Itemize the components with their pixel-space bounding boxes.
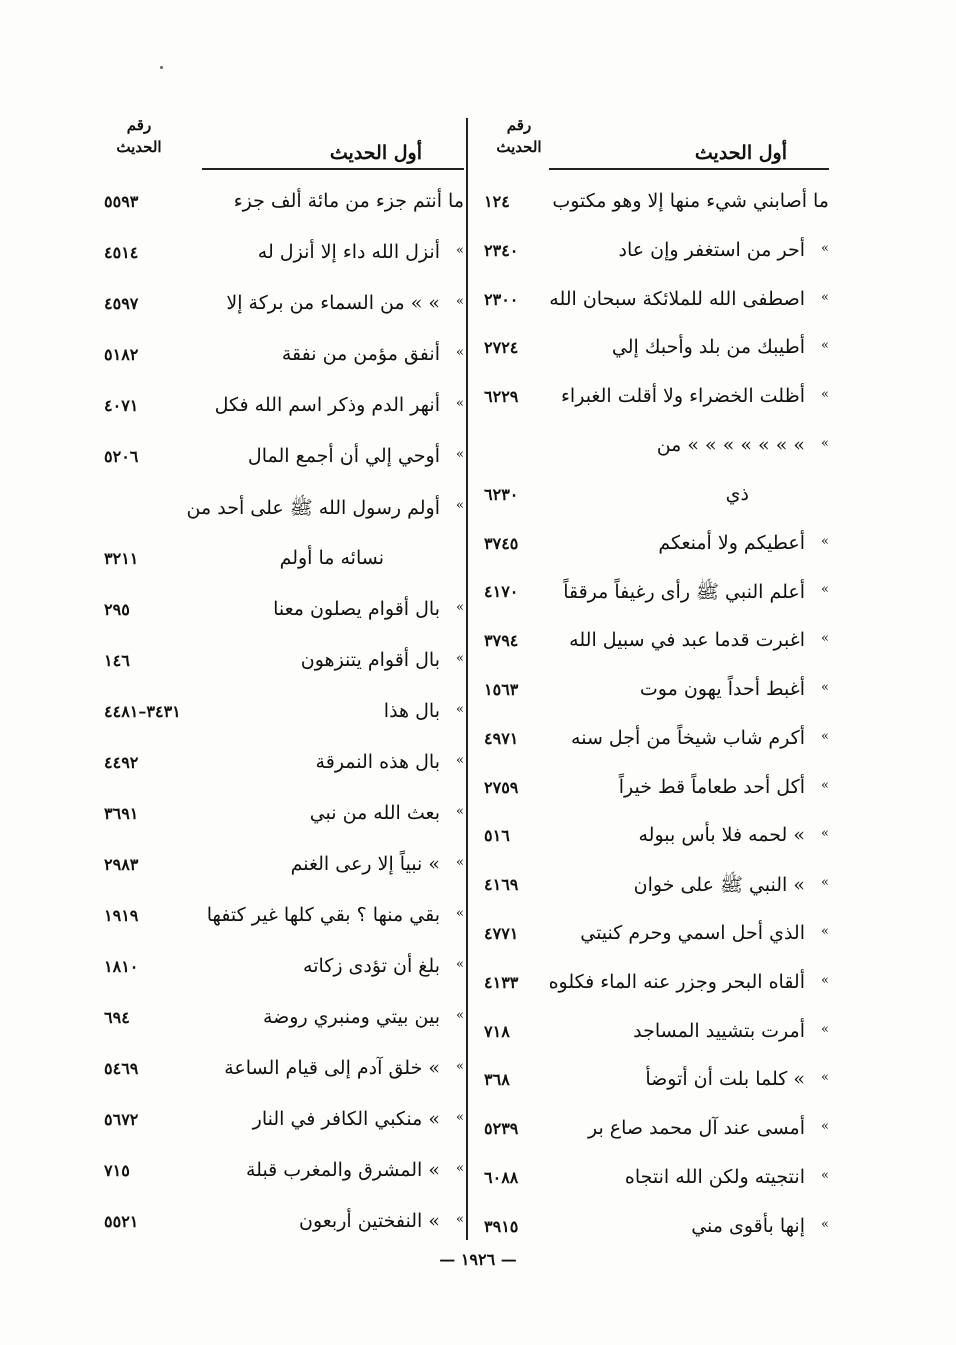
ditto-mark: »: [821, 1021, 829, 1037]
ditto-mark: »: [821, 777, 829, 793]
hadith-number: ٢٧٢٤: [484, 338, 519, 358]
hadith-number: ٥٢٠٦: [104, 447, 139, 466]
ditto-mark: »: [456, 294, 464, 309]
hadith-number: ٦٩٤: [104, 1008, 130, 1027]
entry-text: ما أصابني شيء منها إلا وهو مكتوب: [552, 190, 829, 212]
index-entry: [484, 916, 829, 956]
hadith-number: ١٩١٩: [104, 906, 139, 925]
speck: [160, 66, 163, 69]
index-entry: [484, 721, 829, 761]
ditto-mark: »: [821, 387, 829, 403]
entry-text: أوحي إلي أن أجمع المال: [247, 445, 440, 467]
ditto-mark: »: [821, 289, 829, 305]
ditto-mark: »: [456, 702, 464, 717]
index-entry: [104, 184, 464, 224]
ditto-mark: »: [456, 957, 464, 972]
entry-text: » النبي ﷺ على خوان: [633, 874, 805, 897]
ditto-mark: »: [456, 1059, 464, 1074]
hadith-number: ٧١٨: [484, 1021, 510, 1041]
hadith-number: ٤٧٧١: [484, 924, 519, 943]
hadith-number: ٥١٨٢: [104, 345, 139, 364]
ditto-mark: »: [456, 906, 464, 921]
index-entry: [484, 1160, 829, 1200]
entry-text: أنفق مؤمن من نفقة: [281, 343, 440, 365]
left-column-header: [104, 110, 464, 188]
index-entry: [104, 1051, 464, 1091]
index-entry: [104, 286, 464, 326]
right-column: [484, 110, 829, 1237]
entry-text: نسائه ما أولم: [279, 547, 384, 569]
hadith-number: ٣٦٩١: [104, 804, 139, 823]
ditto-mark: »: [821, 875, 829, 891]
hadith-number: ١٤٦: [104, 651, 130, 670]
entry-text: أظلت الخضراء ولا أقلت الغبراء: [561, 385, 805, 408]
index-entry: [484, 574, 829, 614]
ditto-mark: »: [821, 1216, 829, 1232]
hadith-number: ٤٥١٤: [104, 243, 139, 262]
hadith-number: ٢٣٠٠: [484, 289, 519, 309]
index-entry: [484, 1014, 829, 1054]
page-number: — ١٩٢٦ —: [439, 1250, 517, 1269]
hadith-number: ٣٧٤٥: [484, 533, 519, 553]
index-entry: [484, 184, 829, 224]
entry-text: أولم رسول الله ﷺ على أحد من: [186, 497, 440, 519]
entry-text: أعلم النبي ﷺ رأى رغيفاً مرققاً: [563, 581, 805, 604]
entry-text: أنزل الله داء إلا أنزل له: [257, 241, 440, 263]
index-entry: [104, 439, 464, 479]
entry-text: أمسى عند آل محمد صاع بر: [588, 1117, 805, 1140]
entry-text: أمرت بتشييد المساجد: [633, 1019, 805, 1042]
ditto-mark: »: [821, 338, 829, 354]
index-entry: [104, 1102, 464, 1142]
ditto-mark: »: [821, 240, 829, 256]
ditto-mark: »: [456, 447, 464, 462]
hadith-number: ٦٢٢٩: [484, 387, 519, 407]
ditto-mark: »: [456, 1008, 464, 1023]
index-entry: [484, 330, 829, 370]
ditto-mark: »: [456, 1161, 464, 1176]
entry-text: انتجيته ولكن الله انتجاه: [624, 1166, 805, 1188]
entry-text: » منكبي الكافر في النار: [252, 1108, 440, 1130]
hadith-number: ٣٢١١: [104, 549, 139, 568]
hadith-number: ٢٧٥٩: [484, 777, 519, 797]
column-divider: [466, 118, 468, 1240]
ditto-mark: »: [456, 396, 464, 411]
entry-text: » المشرق والمغرب قبلة: [245, 1159, 440, 1181]
hadith-number: ٥٤٦٩: [104, 1059, 139, 1078]
index-entry: [104, 745, 464, 785]
ditto-mark: »: [821, 826, 829, 842]
entry-text: أعطيكم ولا أمنعكم: [658, 531, 805, 554]
entry-text: » خلق آدم إلى قيام الساعة: [224, 1057, 440, 1079]
header-rule: [549, 168, 829, 170]
header-rule: [202, 168, 464, 170]
left-column: [104, 110, 464, 1232]
index-entry: [484, 526, 829, 566]
ditto-mark: »: [456, 855, 464, 870]
entry-text: » نبياً إلا رعى الغنم: [290, 853, 440, 875]
entry-text: بلغ أن تؤدى زكاته: [303, 955, 440, 977]
index-entry: [104, 694, 464, 734]
ditto-mark: »: [821, 680, 829, 695]
index-entry: [484, 233, 829, 273]
ditto-mark: »: [456, 345, 464, 360]
index-entry: [104, 1153, 464, 1193]
index-entry: [484, 623, 829, 663]
hadith-number-heading: رقم الحديث: [496, 116, 542, 156]
hadith-number: ٤١٣٣: [484, 972, 519, 992]
ditto-mark: »: [456, 243, 464, 258]
hadith-number: ٣٦٨: [484, 1070, 510, 1090]
ditto-mark: »: [456, 498, 464, 513]
index-entry: [484, 818, 829, 858]
ditto-mark: »: [456, 600, 464, 615]
entry-text: » لحمه فلا بأس ببوله: [638, 824, 805, 847]
entry-text: بال أقوام يتنزهون: [300, 649, 440, 671]
hadith-number: ٥٥٩٣: [104, 192, 139, 211]
hadith-start-heading: أول الحديث: [694, 142, 787, 164]
index-entry: [484, 477, 829, 517]
hadith-number: ٢٩٨٣: [104, 855, 139, 874]
entry-text: بال هذا: [383, 700, 440, 722]
index-entry: [104, 796, 464, 836]
index-entry: [104, 541, 464, 581]
hadith-number: ٥٥٢١: [104, 1212, 139, 1231]
entry-text: بال هذه النمرقة: [315, 751, 440, 773]
ditto-mark: »: [821, 1168, 829, 1183]
hadith-number: ٦٠٨٨: [484, 1168, 519, 1187]
ditto-mark: »: [821, 924, 829, 939]
index-entry: [104, 898, 464, 938]
ditto-mark: »: [821, 728, 829, 744]
hadith-number: ٤٩٧١: [484, 728, 519, 748]
index-entry: [484, 965, 829, 1005]
ditto-mark: »: [456, 804, 464, 819]
index-entry: [104, 847, 464, 887]
hadith-number: ٢٣٤٠: [484, 240, 519, 260]
entry-text: أغبط أحداً يهون موت: [639, 678, 805, 700]
hadith-number: ٥٦٧٢: [104, 1110, 139, 1129]
ditto-mark: »: [821, 436, 829, 451]
entry-text: » كلما بلت أن أتوضأ: [645, 1068, 805, 1091]
hadith-number: ٤١٧٠: [484, 582, 519, 602]
index-entry: [104, 592, 464, 632]
index-entry: [484, 282, 829, 322]
hadith-number: ٤١٦٩: [484, 875, 519, 895]
entry-text: إنها بأقوى مني: [691, 1214, 805, 1237]
ditto-mark: »: [821, 533, 829, 549]
ditto-mark: »: [821, 1070, 829, 1086]
entry-text: أكرم شاب شيخاً من أجل سنه: [571, 726, 805, 749]
entry-text: » النفختين أربعون: [299, 1210, 440, 1232]
right-column-header: [484, 110, 829, 188]
hadith-number: ٤٠٧١: [104, 396, 139, 415]
ditto-mark: »: [821, 1119, 829, 1135]
entry-text: بال أقوام يصلون معنا: [273, 598, 440, 620]
index-entry: [484, 672, 829, 712]
index-entry: [104, 337, 464, 377]
index-entry: [104, 490, 464, 530]
index-entry: [104, 1204, 464, 1244]
ditto-mark: »: [821, 631, 829, 647]
entry-text: بين بيتي ومنبري روضة: [262, 1006, 440, 1028]
hadith-number: ٤٥٩٧: [104, 294, 139, 313]
index-entry: [484, 428, 829, 468]
hadith-number: ٢٩٥: [104, 600, 130, 619]
ditto-mark: »: [456, 753, 464, 768]
index-entry: [484, 1111, 829, 1151]
index-entry: [484, 1209, 829, 1249]
ditto-mark: »: [456, 1212, 464, 1227]
hadith-number: ٦٢٣٠: [484, 484, 519, 504]
hadith-number: ٤٤٩٢: [104, 753, 139, 772]
ditto-mark: »: [821, 972, 829, 988]
hadith-number: ١٨١٠: [104, 957, 139, 976]
index-entry: [484, 1062, 829, 1102]
hadith-number: ٣٧٩٤: [484, 631, 519, 651]
entry-text: » » » » » » » من: [656, 434, 805, 456]
entry-text: بقي منها ؟ بقي كلها غير كتفها: [206, 904, 440, 926]
index-entry: [104, 388, 464, 428]
entry-text: ذي: [725, 482, 749, 505]
ditto-mark: »: [456, 651, 464, 666]
hadith-start-heading: أول الحديث: [329, 142, 422, 164]
hadith-number: ٥١٦: [484, 826, 510, 846]
index-entry: [104, 643, 464, 683]
hadith-number: ٥٢٣٩: [484, 1119, 519, 1139]
index-entry: [484, 379, 829, 419]
entry-text: » » من السماء من بركة إلا: [226, 292, 440, 314]
entry-text: أنهر الدم وذكر اسم الله فكل: [214, 394, 440, 416]
entry-text: الذي أحل اسمي وحرم كنيتي: [580, 922, 805, 944]
hadith-number: ١٢٤: [484, 192, 510, 211]
hadith-number: ٣٩١٥: [484, 1216, 519, 1236]
ditto-mark: »: [821, 582, 829, 598]
index-entry: [104, 235, 464, 275]
entry-text: أكل أحد طعاماً قط خيراً: [618, 775, 805, 798]
index-entry: [104, 1000, 464, 1040]
entry-text: اغبرت قدما عبد في سبيل الله: [569, 629, 805, 652]
index-entry: [484, 770, 829, 810]
hadith-number: ٧١٥: [104, 1161, 130, 1180]
index-entry: [104, 949, 464, 989]
hadith-number: ٣٤٣١–٤٤٨١: [104, 702, 181, 721]
entry-text: ألقاه البحر وجزر عنه الماء فكلوه: [548, 970, 805, 993]
entry-text: أحر من استغفر وإن عاد: [618, 238, 805, 261]
entry-text: أطيبك من بلد وأحبك إلي: [611, 336, 805, 359]
hadith-number-heading: رقم الحديث: [116, 116, 162, 156]
entry-text: اصطفى الله للملائكة سبحان الله: [549, 287, 805, 310]
hadith-number: ١٥٦٣: [484, 680, 519, 699]
entry-text: ما أنتم جزء من مائة ألف جزء: [233, 190, 464, 212]
entry-text: بعث الله من نبي: [309, 802, 440, 824]
ditto-mark: »: [456, 1110, 464, 1125]
index-entry: [484, 867, 829, 907]
